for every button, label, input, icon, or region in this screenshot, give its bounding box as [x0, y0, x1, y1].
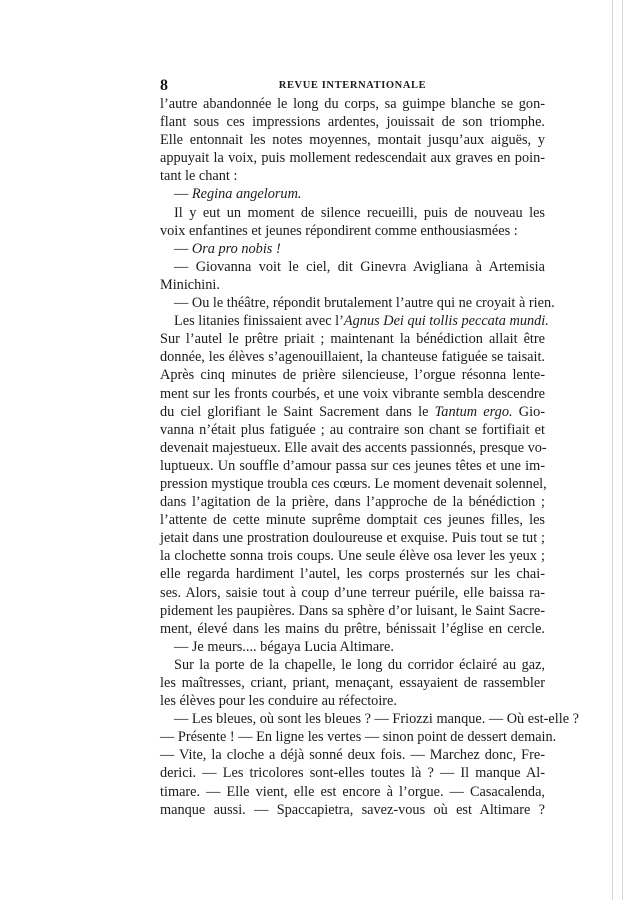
- text-line: dans l’agitation de la prière, dans l’approche de la bénédiction ;: [160, 494, 545, 511]
- text-line: devenait majestueux. Elle avait des accents passionnés, presque vo-: [160, 439, 547, 456]
- text-line: Minichini.: [160, 276, 220, 293]
- text-line: tant le chant :: [160, 168, 238, 185]
- text-line: ses. Alors, saisie tout à coup d’une terreur puérile, elle baissa ra-: [160, 584, 545, 601]
- italic-phrase: Tantum ergo.: [434, 403, 513, 420]
- running-title: REVUE INTERNATIONALE: [278, 80, 427, 91]
- text-line: elle regarda hardiment l’autel, les corps prosternés sur les chai-: [160, 566, 545, 583]
- text-line: appuyait la voix, puis mollement redescendait aux graves en poin-: [160, 150, 545, 167]
- text-line: — Les bleues, où sont les bleues ? — Friozzi manque. — Où est-elle ?: [174, 711, 579, 728]
- text-line: la clochette sonna trois coups. Une seule élève osa lever les yeux ;: [160, 548, 545, 565]
- text-line: les élèves pour les conduire au réfectoire.: [160, 693, 397, 710]
- text-line: flant sous ces impressions ardentes, jouissait de son triomphe.: [160, 114, 545, 131]
- text-line: Sur la porte de la chapelle, le long du corridor éclairé au gaz,: [174, 656, 545, 673]
- text-line: — Je meurs.... bégaya Lucia Altimare.: [174, 638, 394, 655]
- italic-phrase: Agnus Dei qui tollis peccata mundi.: [343, 313, 549, 330]
- text-line: ment, élevé dans les mains du prêtre, bénissait l’église en cercle.: [160, 620, 545, 637]
- text-line: derici. — Les tricolores sont-elles toutes là ? — Il manque Al-: [160, 765, 545, 782]
- text-line: luptueux. Un souffle d’amour passa sur ces jeunes têtes et une im-: [160, 457, 545, 474]
- italic-phrase: Ora pro nobis !: [191, 240, 281, 257]
- page-edge-line: [622, 0, 623, 900]
- text-line: donnée, les élèves s’agenouillaient, la chanteuse fatiguée se taisait.: [160, 349, 545, 366]
- text-line: voix enfantines et jeunes répondirent comme enthousiasmées :: [160, 222, 518, 239]
- text-line: — Présente ! — En ligne les vertes — sinon point de dessert demain.: [160, 729, 557, 746]
- text-line: timare. — Elle vient, elle est encore à l’orgue. — Casacalenda,: [160, 783, 545, 800]
- text-line: Les litanies finissaient avec l’Agnus Dei qui tollis peccata mundi.: [174, 313, 549, 330]
- page-edge-line: [612, 0, 613, 900]
- text-line: Après cinq minutes de prière silencieuse, l’orgue résonna lente-: [160, 367, 545, 384]
- text-line: pression mystique troubla ces cœurs. Le moment devenait solennel,: [160, 475, 547, 492]
- text-line: — Regina angelorum.: [174, 186, 302, 203]
- text-line: Sur l’autel le prêtre priait ; maintenant la bénédiction allait être: [160, 331, 545, 348]
- body-text: [160, 95, 579, 819]
- text-line: pidement les paupières. Dans sa sphère d’or luisant, le Saint Sacre-: [160, 602, 545, 619]
- text-line: — Giovanna voit le ciel, dit Ginevra Avigliana à Artemisia: [174, 258, 545, 275]
- text-line: Elle entonnait les notes moyennes, montait jusqu’aux aiguës, y: [160, 132, 545, 149]
- text-line: — Vite, la cloche a déjà sonné deux fois. — Marchez donc, Fre-: [160, 747, 545, 764]
- text-line: l’attente de cette minute suprême domptait ces jeunes filles, les: [160, 512, 545, 529]
- page-header: [160, 77, 545, 95]
- text-line: les maîtresses, criant, priant, menaçant, essayaient de rassembler: [160, 675, 545, 691]
- text-line: — Ou le théâtre, répondit brutalement l’autre qui ne croyait à rien.: [174, 295, 555, 312]
- text-line: du ciel glorifiant le Saint Sacrement dans le Tantum ergo. Gio-: [160, 403, 546, 420]
- text-line: Il y eut un moment de silence recueilli, puis de nouveau les: [174, 204, 545, 221]
- text-line: ment sur les fronts courbés, et une voix vibrante sembla descendre: [160, 385, 545, 402]
- text-line: — Ora pro nobis !: [174, 240, 281, 257]
- text-line: vanna n’était plus fatiguée ; au contraire son chant se fortifiait et: [160, 421, 545, 438]
- text-line: jetait dans une prostration douloureuse et exquise. Puis tout se tut ;: [160, 530, 545, 547]
- italic-phrase: Regina angelorum.: [191, 186, 302, 203]
- text-line: l’autre abandonnée le long du corps, sa guimpe blanche se gon-: [160, 96, 545, 112]
- text-line: manque aussi. — Spaccapietra, savez-vous où est Altimare ?: [160, 801, 545, 818]
- page-number: 8: [160, 77, 168, 94]
